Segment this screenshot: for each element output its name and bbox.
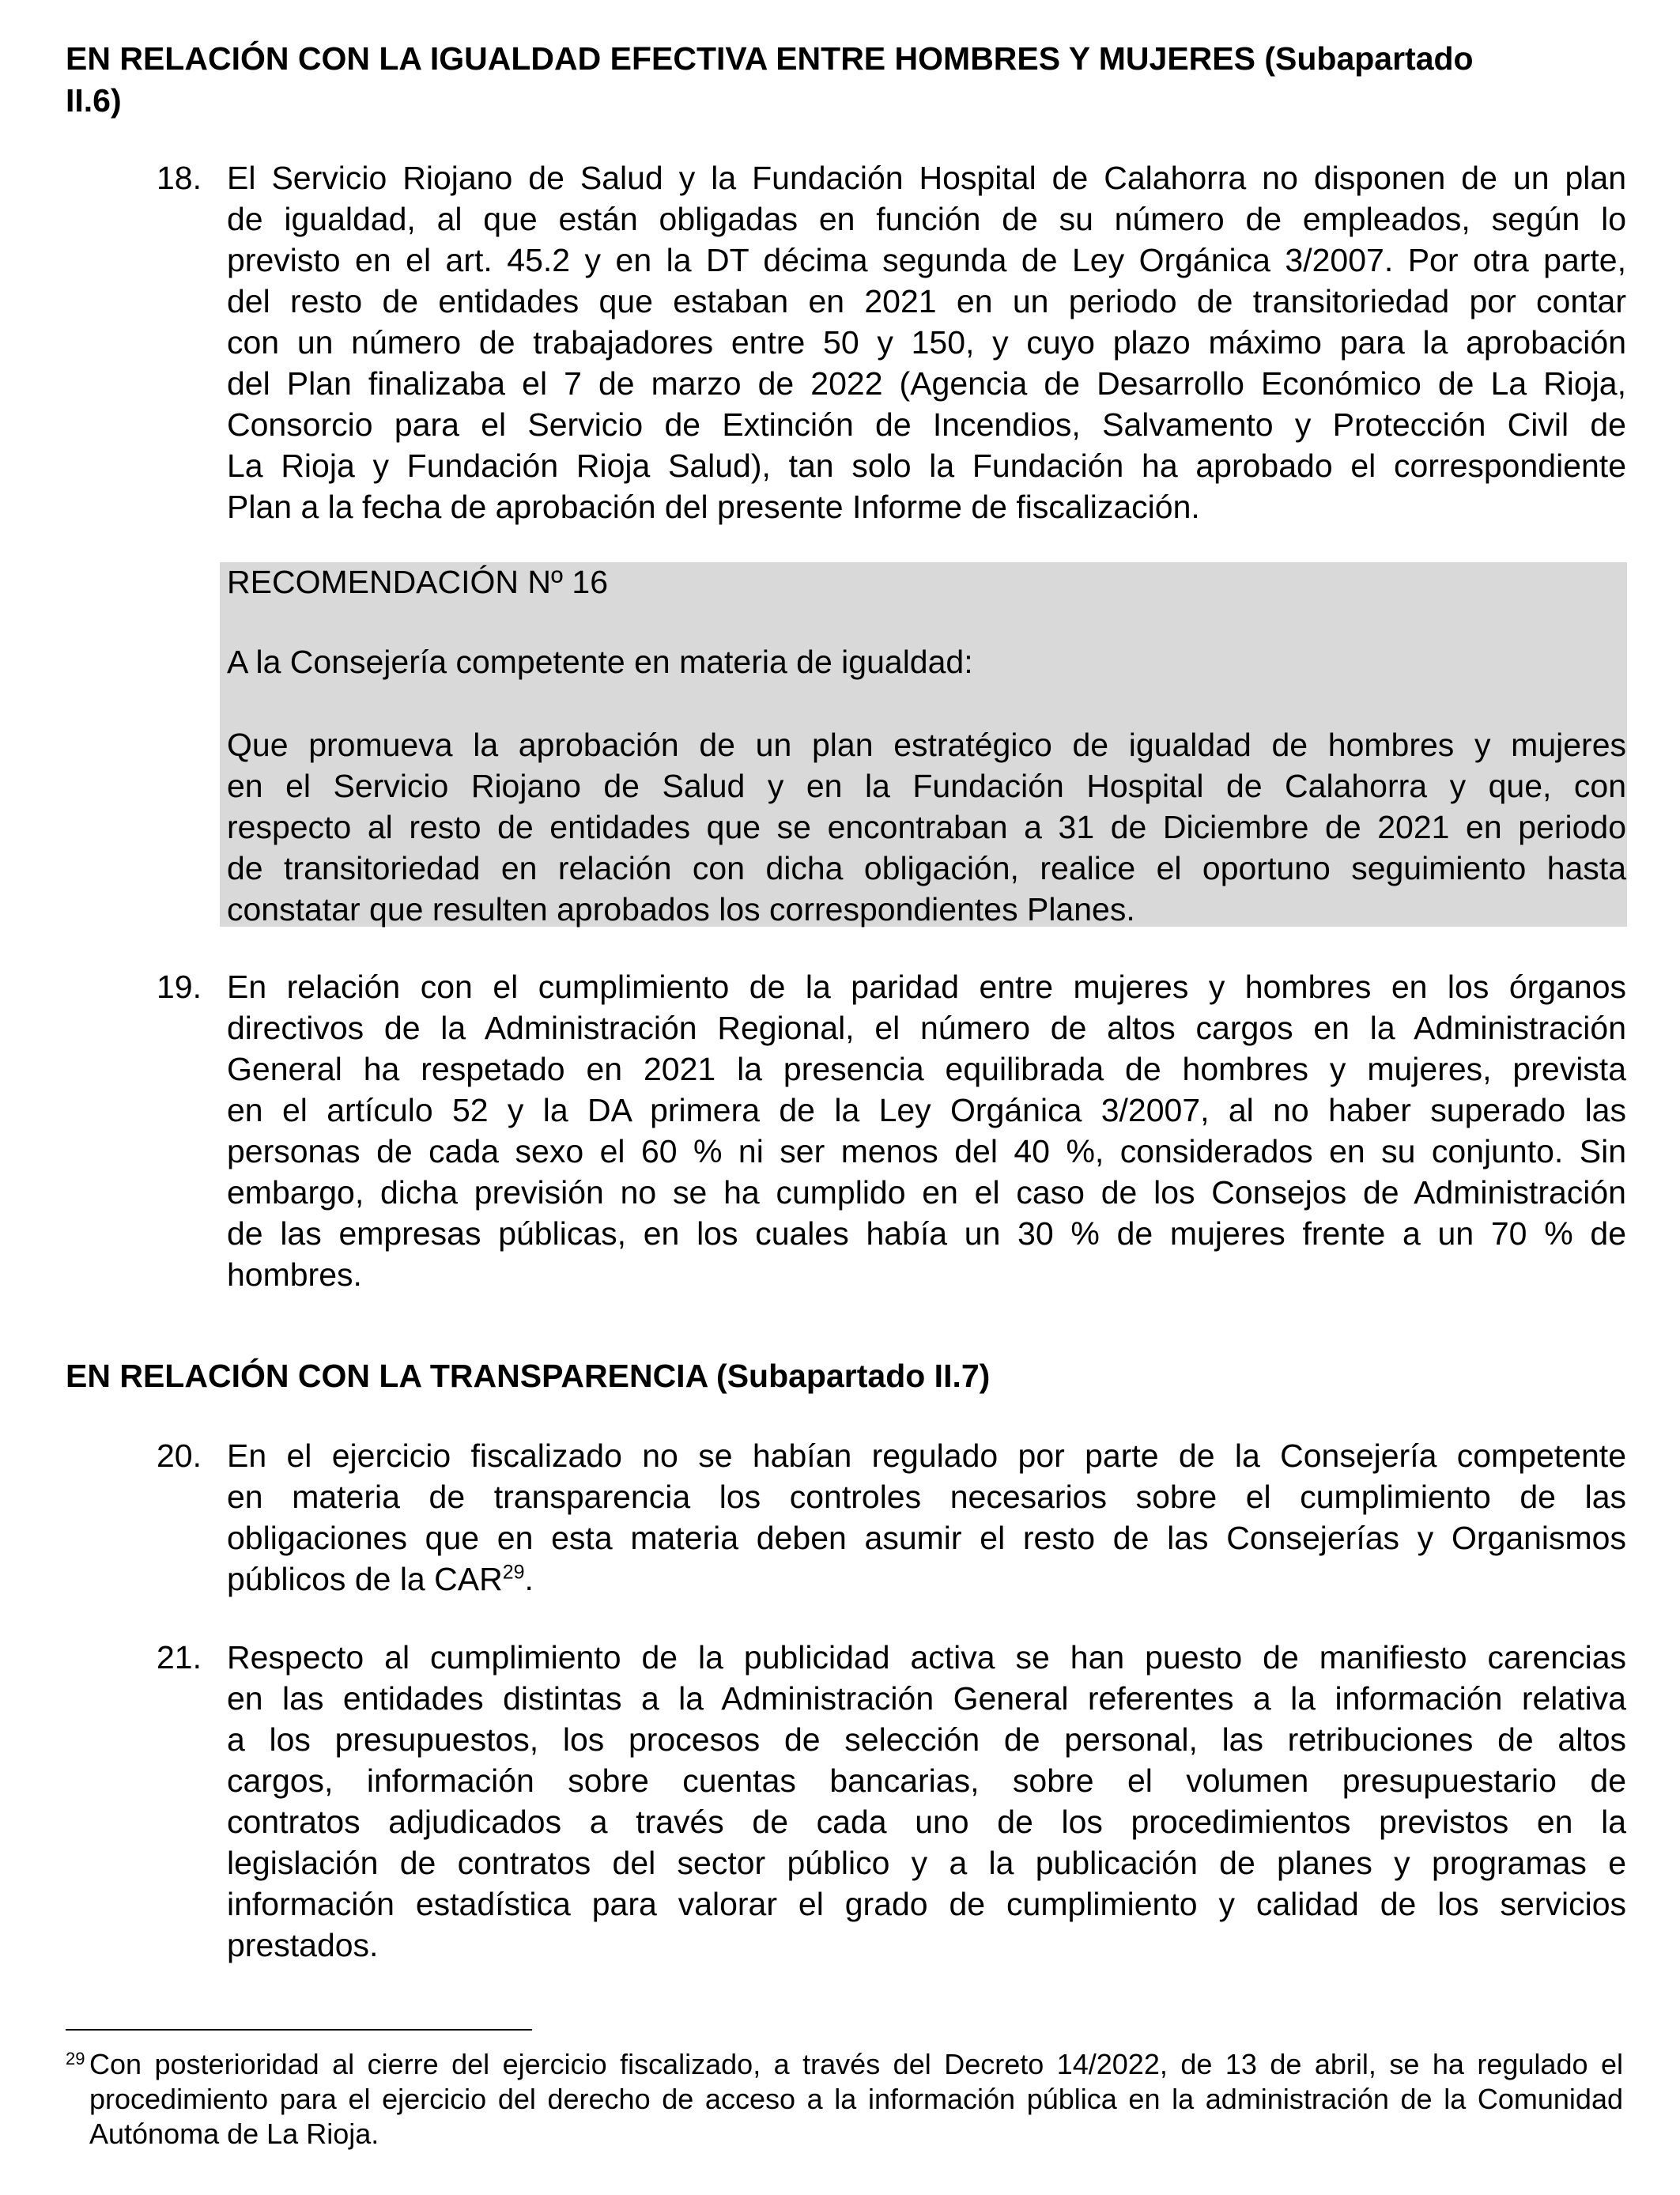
text-line: respecto al resto de entidades que se encontraban a 31 de Diciembre de 2021 en periodo bbox=[227, 809, 1626, 845]
text-line: previsto en el art. 45.2 y en la DT décima segunda de Ley Orgánica 3/2007. Por otra parte, bbox=[227, 242, 1626, 278]
text-line: embargo, dicha previsión no se ha cumplido en el caso de los Consejos de Administración bbox=[227, 1174, 1626, 1211]
text-line: con un número de trabajadores entre 50 y 150, y cuyo plazo máximo para la aprobación bbox=[227, 324, 1626, 361]
text-line: legislación de contratos del sector público y a la publicación de planes y programas e bbox=[227, 1845, 1626, 1881]
text-line: Que promueva la aprobación de un plan estratégico de igualdad de hombres y mujeres bbox=[227, 727, 1626, 763]
text-line: hombres. bbox=[227, 1256, 362, 1293]
text-line: Consorcio para el Servicio de Extinción de Incendios, Salvamento y Protección Civil de bbox=[227, 406, 1626, 443]
text-line: información estadística para valorar el grado de cumplimiento y calidad de los servicios bbox=[227, 1886, 1626, 1922]
text-line: de las empresas públicas, en los cuales había un 30 % de mujeres frente a un 70 % de bbox=[227, 1215, 1626, 1252]
footnote-separator bbox=[66, 2029, 532, 2031]
text-line: La Rioja y Fundación Rioja Salud), tan solo la Fundación ha aprobado el correspondiente bbox=[227, 448, 1626, 484]
paragraph-body bbox=[227, 1435, 1626, 1600]
line-text: públicos de la CAR bbox=[227, 1561, 503, 1597]
paragraph-number: 20. bbox=[157, 1438, 202, 1474]
recommendation-title: RECOMENDACIÓN Nº 16 bbox=[227, 564, 608, 600]
text-line: en las entidades distintas a la Administración General referentes a la información relativa bbox=[227, 1680, 1626, 1717]
text-line: obligaciones que en esta materia deben asumir el resto de las Consejerías y Organismos bbox=[227, 1520, 1626, 1556]
text-line: de igualdad, al que están obligadas en función de su número de empleados, según lo bbox=[227, 201, 1626, 237]
text-line: General ha respetado en 2021 la presencia equilibrada de hombres y mujeres, prevista bbox=[227, 1051, 1626, 1087]
heading-line: EN RELACIÓN CON LA IGUALDAD EFECTIVA ENTRE HOMBRES Y MUJERES (Subapartado bbox=[66, 40, 1474, 77]
text-line: de transitoriedad en relación con dicha obligación, realice el oportuno seguimiento hasta bbox=[227, 850, 1626, 886]
text-line: Respecto al cumplimiento de la publicidad activa se han puesto de manifiesto carencias bbox=[227, 1639, 1626, 1676]
text-line: en el Servicio Riojano de Salud y en la Fundación Hospital de Calahorra y que, con bbox=[227, 768, 1626, 804]
text-line: directivos de la Administración Regional, el número de altos cargos en la Administración bbox=[227, 1010, 1626, 1046]
text-line: Con posterioridad al cierre del ejercicio fiscalizado, a través del Decreto 14/2022, de 13 de abril, se ha regulado el bbox=[89, 2048, 1623, 2080]
text-line: El Servicio Riojano de Salud y la Fundación Hospital de Calahorra no disponen de un plan bbox=[227, 160, 1626, 196]
text-line: del resto de entidades que estaban en 2021 en un periodo de transitoriedad por contar bbox=[227, 283, 1626, 319]
text-line: en el artículo 52 y la DA primera de la Ley Orgánica 3/2007, al no haber superado las bbox=[227, 1092, 1626, 1128]
text-line: personas de cada sexo el 60 % ni ser menos del 40 %, considerados en su conjunto. Sin bbox=[227, 1133, 1626, 1169]
paragraph-body bbox=[227, 1637, 1626, 1966]
text-line: a los presupuestos, los procesos de selección de personal, las retribuciones de altos bbox=[227, 1721, 1626, 1758]
footnote-text bbox=[89, 2047, 1623, 2152]
footnote-number: 29 bbox=[66, 2049, 85, 2068]
section-heading-equality bbox=[66, 38, 1627, 122]
text-line: del Plan finalizaba el 7 de marzo de 2022 (Agencia de Desarrollo Económico de La Rioja, bbox=[227, 365, 1626, 402]
paragraph-number: 21. bbox=[157, 1639, 202, 1676]
recommendation-addressee: A la Consejería competente en materia de igualdad: bbox=[227, 644, 973, 680]
paragraph-body bbox=[227, 157, 1626, 527]
text-line: procedimiento para el ejercicio del derecho de acceso a la información pública en la administración de la Comunidad bbox=[89, 2083, 1623, 2115]
text-line: constatar que resulten aprobados los correspondientes Planes. bbox=[227, 891, 1135, 927]
heading-line: II.6) bbox=[66, 82, 122, 119]
text-line: Plan a la fecha de aprobación del presente Informe de fiscalización. bbox=[227, 489, 1200, 525]
text-line: En el ejercicio fiscalizado no se habían regulado por parte de la Consejería competente bbox=[227, 1438, 1626, 1474]
text-line: prestados. bbox=[227, 1927, 379, 1963]
footnote-reference[interactable]: 29 bbox=[502, 1561, 525, 1584]
recommendation-body bbox=[227, 724, 1626, 930]
text-line: En relación con el cumplimiento de la paridad entre mujeres y hombres en los órganos bbox=[227, 969, 1626, 1005]
text-line: Autónoma de La Rioja. bbox=[89, 2118, 379, 2150]
text-line: cargos, información sobre cuentas bancarias, sobre el volumen presupuestario de bbox=[227, 1762, 1626, 1799]
paragraph-line bbox=[227, 1558, 1626, 1600]
paragraph-body bbox=[227, 966, 1626, 1295]
text-line: contratos adjudicados a través de cada uno de los procedimientos previstos en la bbox=[227, 1804, 1626, 1840]
text-line: en materia de transparencia los controles necesarios sobre el cumplimiento de las bbox=[227, 1479, 1626, 1515]
line-end: . bbox=[524, 1561, 534, 1597]
paragraph-number: 19. bbox=[157, 969, 202, 1005]
paragraph-number: 18. bbox=[157, 160, 202, 196]
paragraph-lines bbox=[227, 1435, 1626, 1558]
section-heading-transparency: EN RELACIÓN CON LA TRANSPARENCIA (Subapartado II.7) bbox=[66, 1358, 991, 1394]
